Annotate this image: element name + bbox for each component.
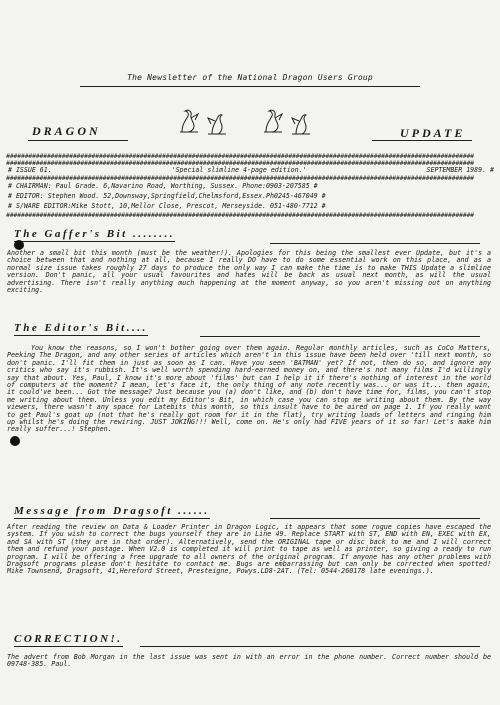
masthead-update: UPDATE (400, 126, 466, 140)
star-border-top: ############################################################################################################################## (6, 160, 474, 167)
issue-number: # ISSUE 61. (8, 166, 52, 174)
dragsoft-body: After reading the review on Data & Loader Printer in Dragon Logic, it appears that some rogue copies have escaped the system. If you wish to correct the bugs yourself they are in Line 49. Replace START with ST, END with EN, EXEC with EX, and SA with ST (they are in that order). Alternatively, send the ORIGINAL tape or disc back to me and I will correct them and refund your postage. When V2.0 is completed it will print to tape as well as printer, so giving a ready to run program. I will be offering a free upgrade to all owners of the original program. If anyone has any other problems with Dragsoft programs please don't hesitate to contact me. Bugs are embarrassing but can only be corrected when spotted! Mike Townsend, Dragsoft, 41,Hereford Street, Presteigne, Powys.LD8-2AT. (Tel: 0544-260178 late evenings.). (7, 523, 491, 576)
edition-note: 'Special slimline 4-page edition.' (171, 166, 307, 174)
gaffer-heading: The Gaffer's Bit ........ (14, 228, 175, 240)
dragsoft-heading: Message from Dragsoft ...... (14, 505, 210, 517)
star-border-middle: ############################################################################################################################## (6, 175, 474, 182)
software-editor-line: # S/WARE EDITOR:Mike Stott, 10,Mellor Close, Prescot, Merseyside. 051-480-7712 # (8, 202, 326, 210)
editor-heading: The Editor's Bit.... (14, 322, 148, 334)
issue-date: SEPTEMBER 1989. # (426, 166, 494, 174)
gaffer-body: Another a small bit this month (must be the weather!). Apologies for this being the smallest ever Update, but it's a choice between that and nothing at all, because I really DO have to do some essential work on this place, and as a normal size issue takes roughly 27 days to produce the only way I can make the time is to make THIS Update a slimline version. Don't panic, all your usual favourites and hates will be back as usual next month, as will the usual advertising. There isn't really anything much happening at the moment anyway, so you aren't missing out on anything exciting. (7, 249, 491, 295)
masthead-rule-left (28, 140, 128, 141)
issue-line (8, 166, 494, 175)
dragon-logo-icon (262, 108, 284, 134)
dragon-logo-icon (178, 108, 200, 134)
correction-rule (140, 646, 480, 647)
masthead-dragon: DRAGON (32, 124, 101, 138)
tagline-rule (80, 86, 420, 87)
chairman-line: # CHAIRMAN: Paul Grade. 6,Navarino Road, Worthing, Sussex. Phone:0903-207585 # (8, 182, 318, 190)
dragon-logo-icon (206, 110, 228, 136)
correction-body: The advert from Bob Morgan in the last issue was sent in with an error in the phone number. Correct number should be 09748-385. Paul. (7, 653, 491, 669)
punch-hole (10, 436, 20, 446)
newsletter-tagline: The Newsletter of the National Dragon Users Group (127, 73, 373, 82)
dragsoft-rule (270, 518, 480, 519)
star-border-top: ############################################################################################################################## (6, 153, 474, 160)
masthead-rule-right (372, 140, 472, 141)
editor-rule (200, 336, 480, 337)
editor-line: # EDITOR: Stephen Wood. 52,Downsway,Springfield,Chelmsford,Essex.Ph0245-467049 # (8, 192, 326, 200)
star-border-bottom: ############################################################################################################################## (6, 212, 474, 219)
dragon-logo-icon (290, 110, 312, 136)
editor-body: You know the reasons, so I won't bother going over them again. Regular monthly articles, such as CoCo Matters, Peeking The Dragon, and any other series of articles which aren't in this issue have been held over 'till next month, so don't panic. I'll fit them in just as soon as I can. Have you seen 'BATMAN' yet? If not, then do so, and ignore any critics who say it's rubbish. It's well worth spending hard-earned money on, and there's not many films I'd willingly say that about. Yes, Paul, I know it's more about 'films' but can I help it if there's nothing of interest in the world of computers at the moment? I mean, let's face it, the only thing of any note recently was... or was it... then again, it could've been... Got the message? Just because you (a) don't like, and (b) don't have time for, films, you can't stop me writing about them. Unless you edit my Editor's Bit, in which case you can stop me writing about them. By the way viewers, there wasn't any space for Latebits this month, so this insult have to be aired on page 1. If you really want to get Paul's goat up (not that he's really got room for it in the flat), try writing loads of letters and ringing him up whilst he's doing the rewiring. JUST JOKING!!! Well, come on. He's only had FIVE years of it so far! Let's make him really suffer...! Stephen. (7, 344, 491, 434)
gaffer-rule (270, 243, 480, 244)
correction-heading: CORRECTION!. (14, 633, 123, 645)
